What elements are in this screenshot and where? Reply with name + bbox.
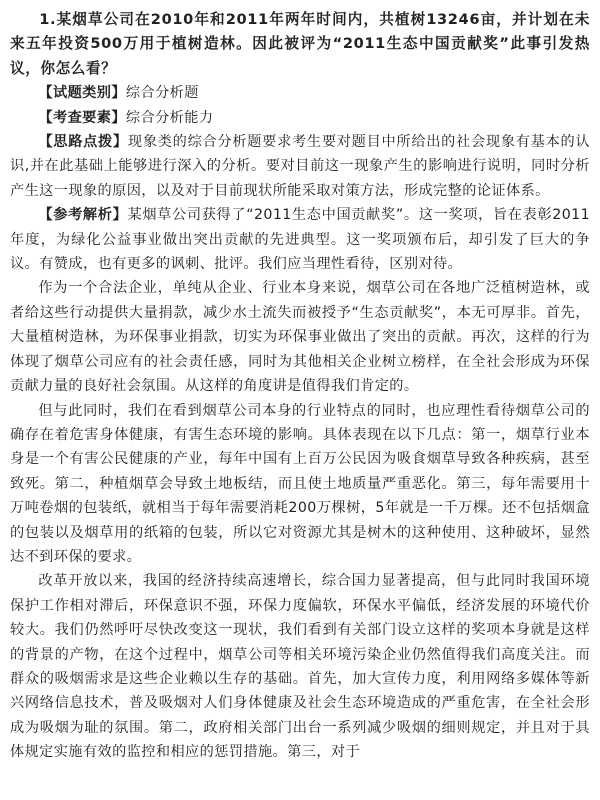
document-page xyxy=(10,8,590,765)
ability-line xyxy=(10,106,590,130)
body-paragraph: 作为一个合法企业，单纯从企业、行业本身来说，烟草公司在各地广泛植树造林，或者给这些行动提供大量捐款，减少水土流失而被授予“生态贡献奖”，本无可厚非。首先，大量植树造林，为环保事业捐款，切实为环保事业做出了突出的贡献。再次，这样的行为体现了烟草公司应有的社会责任感，同时为其他相关企业树立榜样，在全社会形成为环保贡献力量的良好社会氛围。从这样的角度讲是值得我们肯定的。 xyxy=(10,280,590,395)
ability-label: 【考查要素】 xyxy=(38,109,126,126)
category-line xyxy=(10,81,590,105)
ability-value: 综合分析能力 xyxy=(125,109,214,126)
approach-text: 现象类的综合分析题要求考生要对题目中所给出的社会现象有基本的认识,并在此基础上能够进行深入的分析。要对目前这一现象产生的影响进行说明，同时分析产生这一现象的原因，以及对于目前现状所能采取对策方法，形成完整的论证体系。 xyxy=(10,134,591,199)
body-paragraph: 改革开放以来，我国的经济持续高速增长，综合国力显著提高，但与此同时我国环境保护工作相对滞后，环保意识不强，环保力度偏软，环保水平偏低，经济发展的环境代价较大。我们仍然呼吁尽快改变这一现状，我们看到有关部门设立这样的奖项本身就是这样的背景的产物，在这个过程中，烟草公司等相关环境污染企业仍然值得我们高度关注。而群众的吸烟需求是这些企业赖以生存的基础。首先，加大宣传力度，利用网络多媒体等新兴网络信息技术，普及吸烟对人们身体健康及社会生态环境造成的严重危害，在全社会形成为吸烟为耻的氛围。第二，政府相关部门出台一系列减少吸烟的细则规定，并且对于具体规定实施有效的监控和相应的惩罚措施。第三，对于 xyxy=(10,573,590,761)
question-text: 1.某烟草公司在2010年和2011年两年时间内，共植树13246亩，并计划在未来五年投资500万用于植树造林。因此被评为“2011生态中国贡献奖”此事引发热议，你怎么看？ xyxy=(10,11,590,77)
body-paragraph: 但与此同时，我们在看到烟草公司本身的行业特点的同时，也应理性看待烟草公司的确存在着危害身体健康，有害生态环境的影响。具体表现在以下几点：第一，烟草行业本身是一个有害公民健康的产业，每年中国有上百万公民因为吸食烟草导致各种疾病，甚至致死。第二，种植烟草会导致土地板结，而且使土地质量严重恶化。第三，每年需要用十万吨卷烟的包装纸，就相当于每年需要消耗200万棵树，5年就是一千万棵。还不包括烟盒的包装以及烟草用的纸箱的包装，所以它对资源尤其是树木的这种使用、这种破坏，显然达不到环保的要求。 xyxy=(10,402,590,565)
analysis-label: 【参考解析】 xyxy=(38,207,128,224)
analysis-paragraph xyxy=(10,203,590,276)
approach-label: 【思路点拨】 xyxy=(38,134,128,151)
analysis-text: 某烟草公司获得了“2011生态中国贡献奖”。这一奖项，旨在表彰2011年度，为绿化公益事业做出突出贡献的先进典型。这一奖项颁布后，却引发了巨大的争议。有赞成，也有更多的讽刺、批评。我们应当理性看待，区别对待。 xyxy=(10,207,590,273)
category-value: 综合分析题 xyxy=(125,85,199,102)
approach-paragraph xyxy=(10,130,590,203)
category-label: 【试题类别】 xyxy=(38,85,126,102)
